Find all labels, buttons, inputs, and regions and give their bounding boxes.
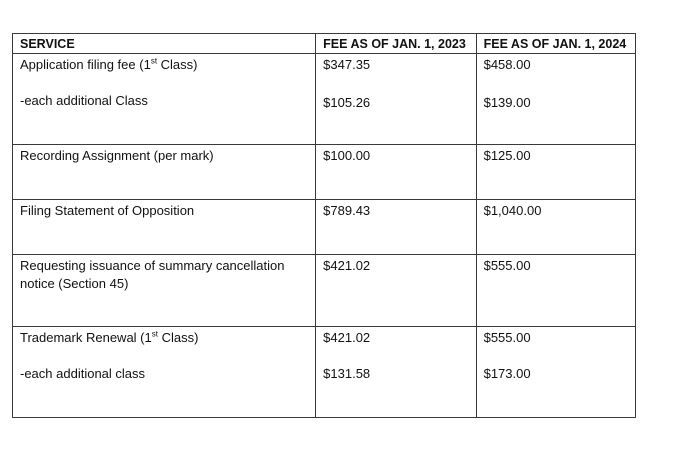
service-cell: Filing Statement of Opposition [13, 200, 316, 255]
fee-table [12, 33, 636, 418]
table-row [13, 255, 636, 327]
fee-2024-cell [476, 327, 635, 418]
table-row [13, 327, 636, 418]
service-subitem: -each additional Class [20, 93, 148, 108]
fee-subvalue: $173.00 [483, 366, 531, 381]
fee-value: $555.00 [483, 330, 531, 345]
fee-2023-cell: $421.02 [316, 255, 476, 327]
fee-value: $347.35 [323, 57, 371, 72]
table-row [13, 200, 636, 255]
service-cell [13, 54, 316, 145]
header-fee-2024: FEE AS OF JAN. 1, 2024 [476, 34, 635, 54]
fee-subvalue: $139.00 [483, 95, 531, 110]
header-fee-2023: FEE AS OF JAN. 1, 2023 [316, 34, 476, 54]
fee-2023-cell [316, 54, 476, 145]
table-row [13, 145, 636, 200]
service-name: Application filing fee (1st Class) [20, 56, 198, 72]
fee-2023-cell: $789.43 [316, 200, 476, 255]
service-cell: Recording Assignment (per mark) [13, 145, 316, 200]
service-name: Trademark Renewal (1st Class) [20, 329, 199, 345]
fee-2024-cell: $1,040.00 [476, 200, 635, 255]
fee-2024-cell [476, 54, 635, 145]
fee-subvalue: $131.58 [323, 366, 371, 381]
fee-value: $458.00 [483, 57, 531, 72]
service-cell: Requesting issuance of summary cancellation notice (Section 45) [13, 255, 316, 327]
fee-2024-cell: $125.00 [476, 145, 635, 200]
fee-2024-cell: $555.00 [476, 255, 635, 327]
table-header-row [13, 34, 636, 54]
fee-2023-cell [316, 327, 476, 418]
fee-subvalue: $105.26 [323, 95, 371, 110]
table-row [13, 54, 636, 145]
header-service: SERVICE [13, 34, 316, 54]
service-subitem: -each additional class [20, 366, 146, 381]
fee-value: $421.02 [323, 330, 371, 345]
service-cell [13, 327, 316, 418]
fee-2023-cell: $100.00 [316, 145, 476, 200]
